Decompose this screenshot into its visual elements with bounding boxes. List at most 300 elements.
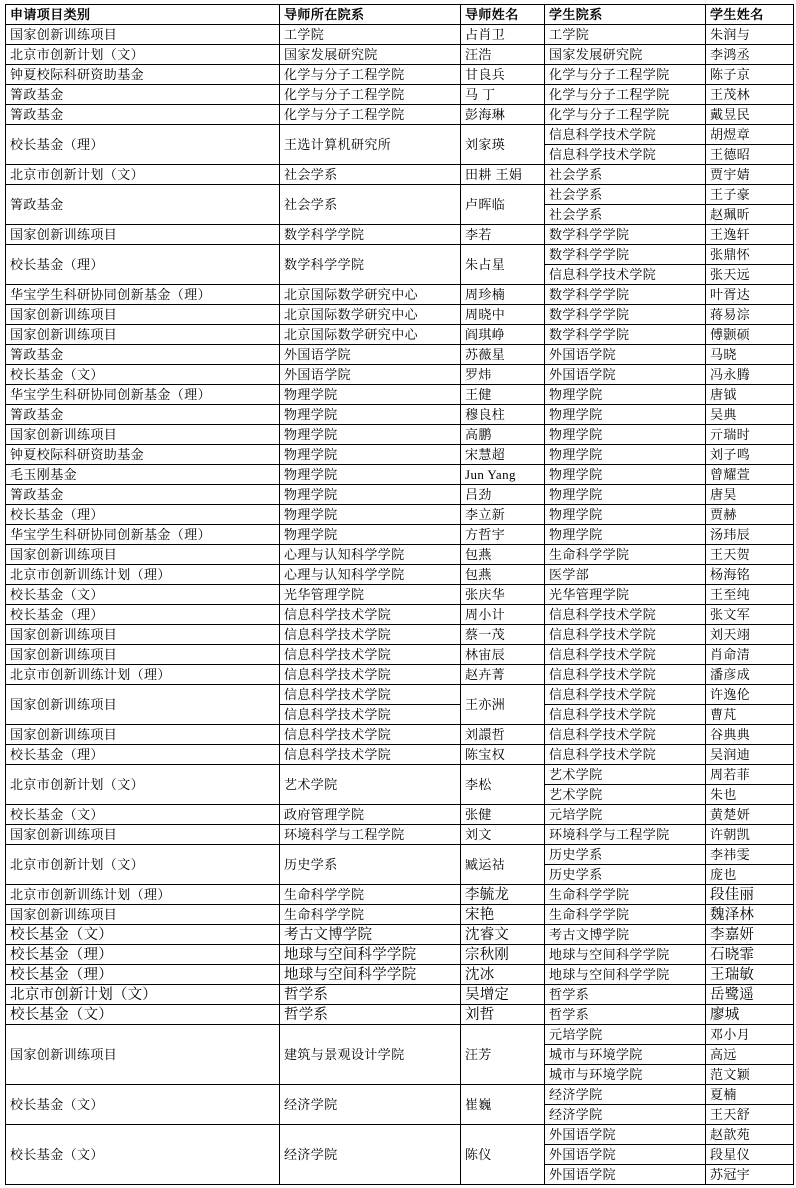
- student-name-cell: 王天舒: [706, 1105, 794, 1125]
- student-name-cell: 黄楚妍: [706, 805, 794, 825]
- student-name-cell: 李鸿丞: [706, 45, 794, 65]
- advisor-dept-cell: 地球与空间科学学院: [280, 965, 461, 985]
- table-row: [6, 425, 794, 445]
- student-dept-cell: 历史学系: [545, 845, 706, 865]
- student-name-cell: 王至纯: [706, 585, 794, 605]
- advisor-dept-cell: 北京国际数学研究中心: [280, 285, 461, 305]
- category-cell: 校长基金（理）: [6, 125, 280, 165]
- student-name-cell: 夏楠: [706, 1085, 794, 1105]
- table-row: [6, 1085, 794, 1105]
- advisor-dept-cell: 化学与分子工程学院: [280, 85, 461, 105]
- table-row: [6, 365, 794, 385]
- advisor-dept-cell: 外国语学院: [280, 345, 461, 365]
- advisor-dept-cell: 外国语学院: [280, 365, 461, 385]
- student-dept-cell: 历史学系: [545, 865, 706, 885]
- student-name-cell: 段星仪: [706, 1145, 794, 1165]
- category-cell: 校长基金（理）: [6, 505, 280, 525]
- category-cell: 校长基金（文）: [6, 805, 280, 825]
- student-name-cell: 吴典: [706, 405, 794, 425]
- category-cell: 国家创新训练项目: [6, 685, 280, 725]
- category-cell: 北京市创新计划（文）: [6, 985, 280, 1005]
- advisor-dept-cell: 物理学院: [280, 465, 461, 485]
- category-cell: 校长基金（理）: [6, 945, 280, 965]
- table-header: [6, 5, 794, 25]
- header-advisor-dept: 导师所在院系: [280, 5, 461, 25]
- advisor-name-cell: 田耕 王娟: [461, 165, 545, 185]
- student-dept-cell: 物理学院: [545, 445, 706, 465]
- student-name-cell: 亓瑞时: [706, 425, 794, 445]
- student-name-cell: 冯永腾: [706, 365, 794, 385]
- student-dept-cell: 元培学院: [545, 1025, 706, 1045]
- student-dept-cell: 社会学系: [545, 165, 706, 185]
- student-dept-cell: 社会学系: [545, 185, 706, 205]
- advisor-name-cell: 汪浩: [461, 45, 545, 65]
- advisor-name-cell: 卢晖临: [461, 185, 545, 225]
- student-dept-cell: 外国语学院: [545, 1165, 706, 1185]
- advisor-name-cell: 张健: [461, 805, 545, 825]
- student-dept-cell: 物理学院: [545, 405, 706, 425]
- student-name-cell: 曹芃: [706, 705, 794, 725]
- category-cell: 校长基金（理）: [6, 245, 280, 285]
- table-row: [6, 625, 794, 645]
- student-name-cell: 肖命清: [706, 645, 794, 665]
- advisor-name-cell: 周晓中: [461, 305, 545, 325]
- student-name-cell: 王逸轩: [706, 225, 794, 245]
- header-advisor-name: 导师姓名: [461, 5, 545, 25]
- advisor-name-cell: 彭海琳: [461, 105, 545, 125]
- advisor-name-cell: 穆良柱: [461, 405, 545, 425]
- advisor-dept-cell: 社会学系: [280, 185, 461, 225]
- category-cell: 国家创新训练项目: [6, 645, 280, 665]
- student-name-cell: 陈子京: [706, 65, 794, 85]
- advisor-dept-cell: 物理学院: [280, 485, 461, 505]
- student-name-cell: 潘彦成: [706, 665, 794, 685]
- category-cell: 箐政基金: [6, 105, 280, 125]
- advisor-name-cell: 高鹏: [461, 425, 545, 445]
- student-dept-cell: 艺术学院: [545, 765, 706, 785]
- student-dept-cell: 物理学院: [545, 485, 706, 505]
- advisor-name-cell: 刘譞哲: [461, 725, 545, 745]
- student-dept-cell: 物理学院: [545, 385, 706, 405]
- student-dept-cell: 医学部: [545, 565, 706, 585]
- student-dept-cell: 数学科学学院: [545, 225, 706, 245]
- advisor-name-cell: 马 丁: [461, 85, 545, 105]
- student-dept-cell: 数学科学学院: [545, 245, 706, 265]
- table-row: [6, 485, 794, 505]
- category-cell: 箐政基金: [6, 185, 280, 225]
- advisor-dept-cell: 王选计算机研究所: [280, 125, 461, 165]
- student-name-cell: 苏冠宇: [706, 1165, 794, 1185]
- advisor-name-cell: 陈仪: [461, 1125, 545, 1185]
- table-row: [6, 385, 794, 405]
- advisor-dept-cell: 政府管理学院: [280, 805, 461, 825]
- student-dept-cell: 信息科学技术学院: [545, 645, 706, 665]
- table-row: [6, 665, 794, 685]
- advisor-name-cell: 宋慧超: [461, 445, 545, 465]
- advisor-dept-cell: 心理与认知科学学院: [280, 565, 461, 585]
- category-cell: 华宝学生科研协同创新基金（理）: [6, 285, 280, 305]
- advisor-dept-cell: 建筑与景观设计学院: [280, 1025, 461, 1085]
- student-dept-cell: 国家发展研究院: [545, 45, 706, 65]
- student-name-cell: 谷典典: [706, 725, 794, 745]
- student-name-cell: 许朝凯: [706, 825, 794, 845]
- advisor-dept-cell: 信息科学技术学院: [280, 665, 461, 685]
- advisor-name-cell: 赵卉菁: [461, 665, 545, 685]
- student-name-cell: 戴昱民: [706, 105, 794, 125]
- student-dept-cell: 物理学院: [545, 465, 706, 485]
- table-row: [6, 765, 794, 785]
- student-dept-cell: 信息科学技术学院: [545, 725, 706, 745]
- category-cell: 华宝学生科研协同创新基金（理）: [6, 385, 280, 405]
- category-cell: 校长基金（文）: [6, 1005, 280, 1025]
- table-body: [6, 25, 794, 1185]
- category-cell: 钟夏校际科研资助基金: [6, 445, 280, 465]
- advisor-dept-cell: 信息科学技术学院: [280, 705, 461, 725]
- advisor-dept-cell: 国家发展研究院: [280, 45, 461, 65]
- advisor-dept-cell: 数学科学学院: [280, 245, 461, 285]
- category-cell: 校长基金（理）: [6, 745, 280, 765]
- category-cell: 箐政基金: [6, 485, 280, 505]
- advisor-name-cell: 汪芳: [461, 1025, 545, 1085]
- student-dept-cell: 信息科学技术学院: [545, 625, 706, 645]
- student-name-cell: 王天贺: [706, 545, 794, 565]
- table-row: [6, 225, 794, 245]
- category-cell: 国家创新训练项目: [6, 905, 280, 925]
- advisor-name-cell: 臧运祜: [461, 845, 545, 885]
- student-name-cell: 高远: [706, 1045, 794, 1065]
- advisor-dept-cell: 信息科学技术学院: [280, 745, 461, 765]
- table-row: [6, 825, 794, 845]
- advisor-dept-cell: 北京国际数学研究中心: [280, 325, 461, 345]
- student-name-cell: 王子豪: [706, 185, 794, 205]
- student-name-cell: 许逸伦: [706, 685, 794, 705]
- student-dept-cell: 信息科学技术学院: [545, 745, 706, 765]
- advisor-name-cell: 阎琪峥: [461, 325, 545, 345]
- category-cell: 国家创新训练项目: [6, 225, 280, 245]
- category-cell: 国家创新训练项目: [6, 545, 280, 565]
- advisor-name-cell: 刘文: [461, 825, 545, 845]
- student-dept-cell: 考古文博学院: [545, 925, 706, 945]
- advisor-name-cell: 宋艳: [461, 905, 545, 925]
- category-cell: 校长基金（文）: [6, 365, 280, 385]
- table-row: [6, 885, 794, 905]
- table-row: [6, 525, 794, 545]
- advisor-name-cell: 周小计: [461, 605, 545, 625]
- category-cell: 北京市创新计划（文）: [6, 845, 280, 885]
- advisor-dept-cell: 经济学院: [280, 1125, 461, 1185]
- category-cell: 北京市创新计划（文）: [6, 165, 280, 185]
- advisor-name-cell: 占肖卫: [461, 25, 545, 45]
- table-row: [6, 125, 794, 145]
- advisor-name-cell: 甘良兵: [461, 65, 545, 85]
- advisor-dept-cell: 历史学系: [280, 845, 461, 885]
- table-row: [6, 745, 794, 765]
- student-name-cell: 曾耀萱: [706, 465, 794, 485]
- category-cell: 国家创新训练项目: [6, 25, 280, 45]
- student-dept-cell: 外国语学院: [545, 1145, 706, 1165]
- category-cell: 国家创新训练项目: [6, 625, 280, 645]
- table-row: [6, 185, 794, 205]
- header-student-name: 学生姓名: [706, 5, 794, 25]
- category-cell: 箐政基金: [6, 405, 280, 425]
- advisor-name-cell: 李立新: [461, 505, 545, 525]
- advisor-dept-cell: 化学与分子工程学院: [280, 65, 461, 85]
- student-name-cell: 廖城: [706, 1005, 794, 1025]
- advisor-name-cell: Jun Yang: [461, 465, 545, 485]
- advisor-name-cell: 罗炜: [461, 365, 545, 385]
- advisor-name-cell: 李毓龙: [461, 885, 545, 905]
- advisor-dept-cell: 物理学院: [280, 445, 461, 465]
- category-cell: 国家创新训练项目: [6, 725, 280, 745]
- table-row: [6, 725, 794, 745]
- category-cell: 国家创新训练项目: [6, 825, 280, 845]
- category-cell: 北京市创新计划（文）: [6, 45, 280, 65]
- student-dept-cell: 物理学院: [545, 525, 706, 545]
- student-name-cell: 李嘉妍: [706, 925, 794, 945]
- advisor-name-cell: 沈睿文: [461, 925, 545, 945]
- advisor-dept-cell: 物理学院: [280, 385, 461, 405]
- student-dept-cell: 环境科学与工程学院: [545, 825, 706, 845]
- student-name-cell: 邓小月: [706, 1025, 794, 1045]
- category-cell: 华宝学生科研协同创新基金（理）: [6, 525, 280, 545]
- advisor-name-cell: 李若: [461, 225, 545, 245]
- student-name-cell: 王茂林: [706, 85, 794, 105]
- student-name-cell: 岳鹭遥: [706, 985, 794, 1005]
- advisor-name-cell: 刘哲: [461, 1005, 545, 1025]
- student-dept-cell: 信息科学技术学院: [545, 145, 706, 165]
- table-row: [6, 505, 794, 525]
- student-dept-cell: 城市与环境学院: [545, 1065, 706, 1085]
- student-name-cell: 段佳丽: [706, 885, 794, 905]
- advisor-dept-cell: 物理学院: [280, 505, 461, 525]
- table-row: [6, 685, 794, 705]
- category-cell: 钟夏校际科研资助基金: [6, 65, 280, 85]
- advisor-dept-cell: 化学与分子工程学院: [280, 105, 461, 125]
- advisor-dept-cell: 信息科学技术学院: [280, 685, 461, 705]
- advisor-name-cell: 吴增定: [461, 985, 545, 1005]
- table-row: [6, 925, 794, 945]
- category-cell: 北京市创新训练计划（理）: [6, 565, 280, 585]
- student-name-cell: 傅颢硕: [706, 325, 794, 345]
- student-dept-cell: 地球与空间科学学院: [545, 945, 706, 965]
- advisor-dept-cell: 信息科学技术学院: [280, 625, 461, 645]
- student-dept-cell: 数学科学学院: [545, 325, 706, 345]
- advisor-name-cell: 宗秋刚: [461, 945, 545, 965]
- student-dept-cell: 信息科学技术学院: [545, 265, 706, 285]
- advisor-dept-cell: 信息科学技术学院: [280, 725, 461, 745]
- student-name-cell: 叶胥达: [706, 285, 794, 305]
- table-row: [6, 605, 794, 625]
- student-name-cell: 赵歆苑: [706, 1125, 794, 1145]
- student-dept-cell: 物理学院: [545, 425, 706, 445]
- advisor-dept-cell: 心理与认知科学学院: [280, 545, 461, 565]
- advisor-name-cell: 包燕: [461, 565, 545, 585]
- table-row: [6, 85, 794, 105]
- table-row: [6, 325, 794, 345]
- student-dept-cell: 外国语学院: [545, 365, 706, 385]
- student-dept-cell: 外国语学院: [545, 345, 706, 365]
- category-cell: 国家创新训练项目: [6, 425, 280, 445]
- student-name-cell: 唐昊: [706, 485, 794, 505]
- student-name-cell: 张天远: [706, 265, 794, 285]
- category-cell: 毛玉刚基金: [6, 465, 280, 485]
- category-cell: 校长基金（文）: [6, 1085, 280, 1125]
- student-dept-cell: 数学科学学院: [545, 285, 706, 305]
- student-name-cell: 唐钺: [706, 385, 794, 405]
- table-row: [6, 985, 794, 1005]
- student-name-cell: 石晓霏: [706, 945, 794, 965]
- advisor-name-cell: 王健: [461, 385, 545, 405]
- student-dept-cell: 经济学院: [545, 1085, 706, 1105]
- student-name-cell: 贾赫: [706, 505, 794, 525]
- student-dept-cell: 信息科学技术学院: [545, 705, 706, 725]
- student-dept-cell: 工学院: [545, 25, 706, 45]
- advisor-name-cell: 刘家瑛: [461, 125, 545, 165]
- table-row: [6, 565, 794, 585]
- student-name-cell: 刘天翊: [706, 625, 794, 645]
- advisor-dept-cell: 艺术学院: [280, 765, 461, 805]
- student-dept-cell: 社会学系: [545, 205, 706, 225]
- student-dept-cell: 城市与环境学院: [545, 1045, 706, 1065]
- table-row: [6, 25, 794, 45]
- category-cell: 国家创新训练项目: [6, 325, 280, 345]
- student-name-cell: 杨海铭: [706, 565, 794, 585]
- table-row: [6, 1005, 794, 1025]
- table-row: [6, 645, 794, 665]
- advisor-name-cell: 陈宝权: [461, 745, 545, 765]
- category-cell: 校长基金（文）: [6, 585, 280, 605]
- student-dept-cell: 艺术学院: [545, 785, 706, 805]
- student-name-cell: 赵珮昕: [706, 205, 794, 225]
- advisor-name-cell: 蔡一茂: [461, 625, 545, 645]
- advisor-name-cell: 苏薇星: [461, 345, 545, 365]
- advisor-name-cell: 张庆华: [461, 585, 545, 605]
- table-row: [6, 805, 794, 825]
- advisor-name-cell: 林宙辰: [461, 645, 545, 665]
- table-row: [6, 65, 794, 85]
- advisor-dept-cell: 信息科学技术学院: [280, 645, 461, 665]
- table-row: [6, 585, 794, 605]
- advisor-dept-cell: 北京国际数学研究中心: [280, 305, 461, 325]
- advisor-name-cell: 朱占星: [461, 245, 545, 285]
- student-name-cell: 蒋易淙: [706, 305, 794, 325]
- student-name-cell: 朱也: [706, 785, 794, 805]
- header-student-dept: 学生院系: [545, 5, 706, 25]
- student-name-cell: 范文颖: [706, 1065, 794, 1085]
- student-name-cell: 朱润与: [706, 25, 794, 45]
- advisor-dept-cell: 哲学系: [280, 985, 461, 1005]
- advisor-dept-cell: 光华管理学院: [280, 585, 461, 605]
- table-row: [6, 405, 794, 425]
- student-dept-cell: 数学科学学院: [545, 305, 706, 325]
- table-row: [6, 905, 794, 925]
- table-row: [6, 285, 794, 305]
- table-row: [6, 945, 794, 965]
- advisor-dept-cell: 地球与空间科学学院: [280, 945, 461, 965]
- advisor-dept-cell: 环境科学与工程学院: [280, 825, 461, 845]
- category-cell: 国家创新训练项目: [6, 305, 280, 325]
- table-row: [6, 105, 794, 125]
- header-row: [6, 5, 794, 25]
- student-name-cell: 周若菲: [706, 765, 794, 785]
- table-row: [6, 845, 794, 865]
- table-row: [6, 965, 794, 985]
- advisor-dept-cell: 考古文博学院: [280, 925, 461, 945]
- student-name-cell: 汤玮辰: [706, 525, 794, 545]
- student-name-cell: 张文军: [706, 605, 794, 625]
- student-dept-cell: 物理学院: [545, 505, 706, 525]
- student-dept-cell: 信息科学技术学院: [545, 685, 706, 705]
- advisor-dept-cell: 物理学院: [280, 405, 461, 425]
- student-name-cell: 吴润迪: [706, 745, 794, 765]
- table-row: [6, 445, 794, 465]
- advisor-dept-cell: 数学科学学院: [280, 225, 461, 245]
- category-cell: 国家创新训练项目: [6, 1025, 280, 1085]
- table-row: [6, 245, 794, 265]
- student-name-cell: 胡煜章: [706, 125, 794, 145]
- advisor-dept-cell: 社会学系: [280, 165, 461, 185]
- advisor-name-cell: 包燕: [461, 545, 545, 565]
- student-dept-cell: 生命科学学院: [545, 905, 706, 925]
- category-cell: 北京市创新训练计划（理）: [6, 665, 280, 685]
- table-row: [6, 305, 794, 325]
- student-dept-cell: 信息科学技术学院: [545, 665, 706, 685]
- student-name-cell: 刘子鸣: [706, 445, 794, 465]
- category-cell: 箐政基金: [6, 85, 280, 105]
- advisor-name-cell: 周珍楠: [461, 285, 545, 305]
- advisor-dept-cell: 生命科学学院: [280, 885, 461, 905]
- advisor-dept-cell: 物理学院: [280, 425, 461, 445]
- student-dept-cell: 经济学院: [545, 1105, 706, 1125]
- advisor-dept-cell: 生命科学学院: [280, 905, 461, 925]
- table-row: [6, 1025, 794, 1045]
- table-row: [6, 345, 794, 365]
- student-name-cell: 马晓: [706, 345, 794, 365]
- student-name-cell: 李祎雯: [706, 845, 794, 865]
- advisor-name-cell: 崔巍: [461, 1085, 545, 1125]
- table-row: [6, 45, 794, 65]
- student-dept-cell: 外国语学院: [545, 1125, 706, 1145]
- student-name-cell: 王瑞敏: [706, 965, 794, 985]
- table-row: [6, 545, 794, 565]
- advisor-dept-cell: 物理学院: [280, 525, 461, 545]
- advisor-name-cell: 方哲宇: [461, 525, 545, 545]
- student-dept-cell: 生命科学学院: [545, 545, 706, 565]
- student-dept-cell: 元培学院: [545, 805, 706, 825]
- student-dept-cell: 化学与分子工程学院: [545, 65, 706, 85]
- category-cell: 校长基金（理）: [6, 965, 280, 985]
- header-category: 申请项目类别: [6, 5, 280, 25]
- student-name-cell: 庞也: [706, 865, 794, 885]
- advisor-dept-cell: 经济学院: [280, 1085, 461, 1125]
- student-dept-cell: 地球与空间科学学院: [545, 965, 706, 985]
- category-cell: 箐政基金: [6, 345, 280, 365]
- table-row: [6, 165, 794, 185]
- table-row: [6, 1125, 794, 1145]
- student-name-cell: 贾宇婧: [706, 165, 794, 185]
- advisor-dept-cell: 工学院: [280, 25, 461, 45]
- student-dept-cell: 光华管理学院: [545, 585, 706, 605]
- student-name-cell: 魏泽林: [706, 905, 794, 925]
- student-name-cell: 张鼎怀: [706, 245, 794, 265]
- advisor-name-cell: 沈冰: [461, 965, 545, 985]
- student-dept-cell: 哲学系: [545, 1005, 706, 1025]
- category-cell: 校长基金（文）: [6, 925, 280, 945]
- student-dept-cell: 生命科学学院: [545, 885, 706, 905]
- student-dept-cell: 化学与分子工程学院: [545, 105, 706, 125]
- student-dept-cell: 哲学系: [545, 985, 706, 1005]
- table-row: [6, 465, 794, 485]
